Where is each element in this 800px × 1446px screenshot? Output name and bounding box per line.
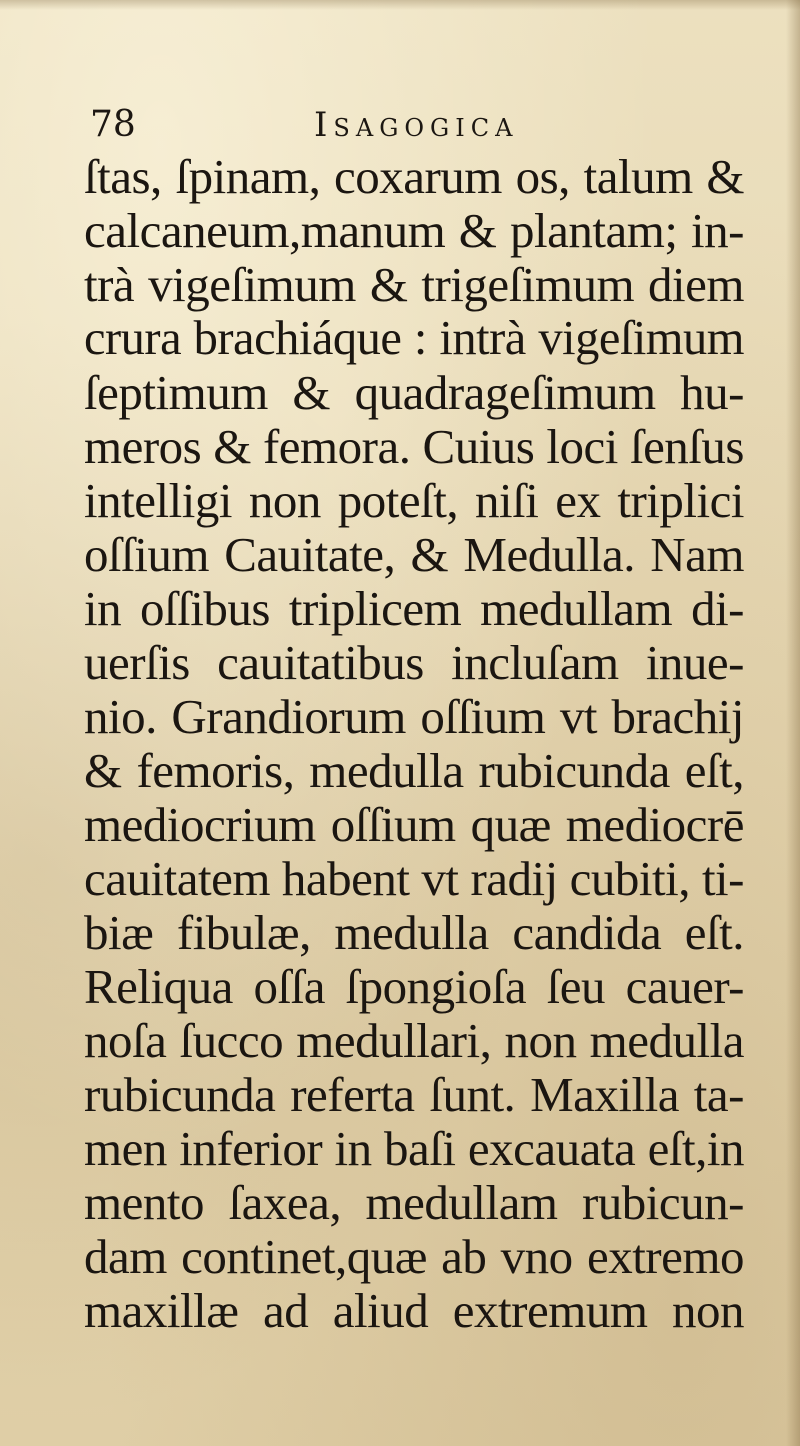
text-line: in oſſibus triplicem medullam di- bbox=[84, 581, 744, 636]
text-line: noſa ſucco medullari, non medulla bbox=[84, 1013, 744, 1068]
text-line: mediocrium oſſium quæ mediocrē bbox=[84, 797, 744, 852]
page-number: 78 bbox=[90, 104, 136, 145]
text-line: meros & femora. Cuius loci ſenſus bbox=[84, 419, 744, 474]
text-line: men inferior in baſi excauata eſt,in bbox=[84, 1121, 744, 1176]
text-line: & femoris, medulla rubicunda eſt, bbox=[84, 743, 744, 798]
text-line: intelligi non poteſt, niſi ex triplici bbox=[84, 473, 744, 528]
text-line: oſſium Cauitate, & Medulla. Nam bbox=[84, 527, 744, 582]
text-line: rubicunda referta ſunt. Maxilla ta- bbox=[84, 1067, 744, 1122]
text-line: cauitatem habent vt radij cubiti, ti- bbox=[84, 851, 744, 906]
page-top-shadow bbox=[0, 0, 800, 10]
text-line: dam continet,quæ ab vno extremo bbox=[84, 1229, 744, 1284]
text-line: ſeptimum & quadrageſimum hu- bbox=[84, 365, 744, 420]
text-line: uerſis cauitatibus incluſam inue- bbox=[84, 635, 744, 690]
text-line: trà vigeſimum & trigeſimum diem bbox=[84, 257, 744, 312]
running-head: Isagogica bbox=[314, 105, 519, 145]
text-line: biæ fibulæ, medulla candida eſt. bbox=[84, 905, 744, 960]
text-line: ſtas, ſpinam, coxarum os, talum & bbox=[84, 149, 744, 204]
text-line: calcaneum,manum & plantam; in- bbox=[84, 203, 744, 258]
text-line: mento ſaxea, medullam rubicun- bbox=[84, 1175, 744, 1230]
text-line: nio. Grandiorum oſſium vt brachij bbox=[84, 689, 744, 744]
body-text bbox=[84, 150, 744, 1338]
text-line: maxillæ ad aliud extremum non bbox=[84, 1283, 744, 1338]
text-line: crura brachiáque : intrà vigeſimum bbox=[84, 312, 744, 365]
page-gutter-shadow bbox=[786, 0, 800, 1446]
text-line: Reliqua oſſa ſpongioſa ſeu cauer- bbox=[84, 959, 744, 1014]
page-header bbox=[90, 100, 730, 150]
